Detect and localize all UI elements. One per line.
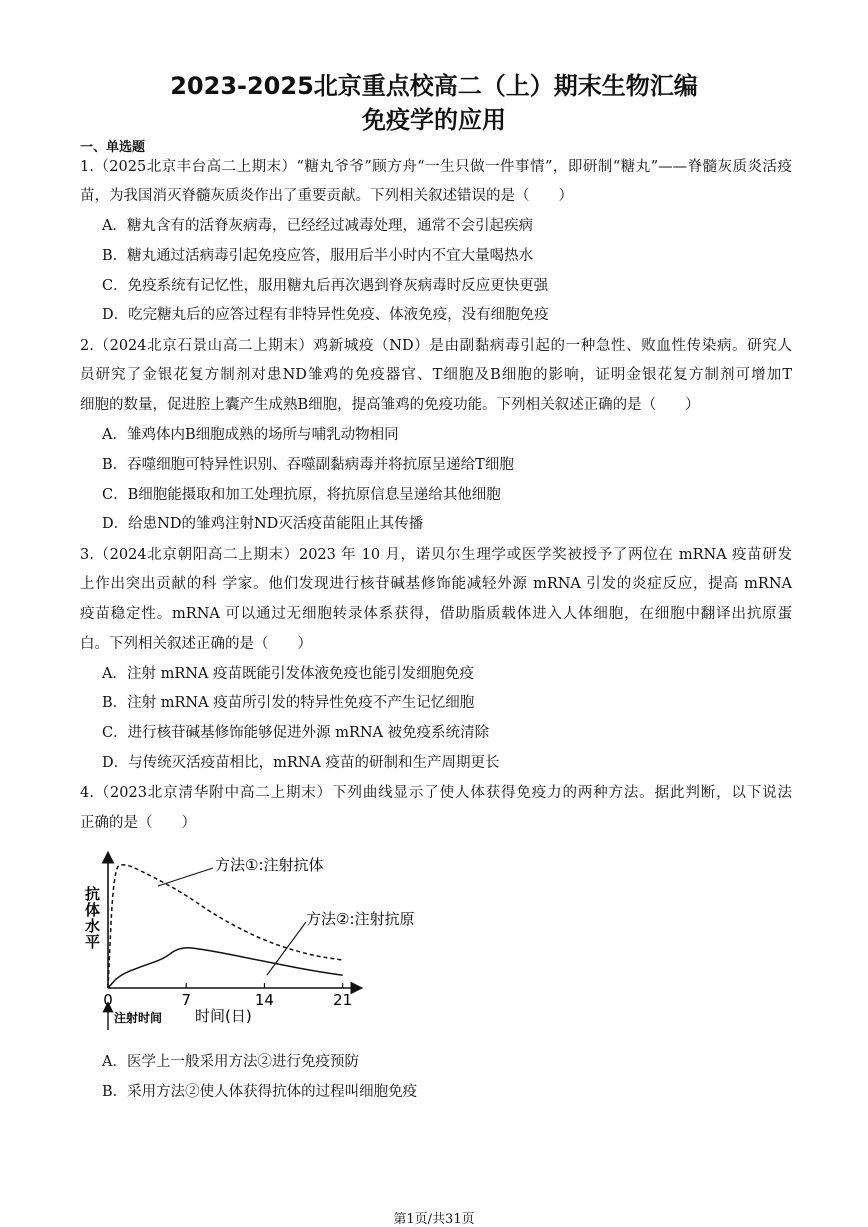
- question-2-option-d: D．给患ND的雏鸡注射ND灭活疫苗能阻止其传播: [102, 516, 424, 532]
- x-tick-label: 7: [181, 991, 191, 1009]
- series-1-label: 方法①:注射抗体: [215, 856, 324, 874]
- question-3-line-2: 上作出突出贡献的科 学家。他们发现进行核苷碱基修饰能减轻外源 mRNA 引发的炎症反应，提高 mRNA: [80, 576, 792, 592]
- question-2-line-1: 2.（2024北京石景山高二上期末）鸡新城疫（ND）是由副黏病毒引起的一种急性、败血性传染病。研究人: [80, 338, 792, 354]
- question-1-option-d: D．吃完糖丸后的应答过程有非特异性免疫、体液免疫，没有细胞免疫: [102, 307, 549, 323]
- antibody-level-chart: [80, 846, 415, 1036]
- section-heading: 一、单选题: [80, 140, 146, 155]
- question-3-option-c: C．进行核苷碱基修饰能够促进外源 mRNA 被免疫系统清除: [102, 725, 490, 741]
- question-2-option-c: C．B细胞能摄取和加工处理抗原，将抗原信息呈递给其他细胞: [102, 487, 501, 503]
- question-1-option-c: C．免疫系统有记忆性，服用糖丸后再次遇到脊灰病毒时反应更快更强: [102, 278, 549, 294]
- y-axis-label: 抗体水平: [83, 886, 101, 950]
- question-4-line-2: 正确的是（ ）: [80, 815, 196, 831]
- question-3-line-4: 白。下列相关叙述正确的是（ ）: [80, 636, 312, 652]
- question-2-line-2: 员研究了金银花复方制剂对患ND雏鸡的免疫器官、T细胞及B细胞的影响，证明金银花复方制剂可增加T: [80, 367, 792, 383]
- question-1-option-a: A．糖丸含有的活脊灰病毒，已经经过减毒处理，通常不会引起疾病: [102, 218, 533, 234]
- question-4-option-b: B．采用方法②使人体获得抗体的过程叫细胞免疫: [102, 1084, 418, 1100]
- x-tick-label: 21: [333, 991, 353, 1009]
- question-3-option-b: B．注射 mRNA 疫苗所引发的特异性免疫不产生记忆细胞: [102, 695, 475, 711]
- question-2-line-3: 细胞的数量，促进腔上囊产生成熟B细胞，提高雏鸡的免疫功能。下列相关叙述正确的是（ ）: [80, 397, 700, 413]
- document-title: 2023-2025北京重点校高二（上）期末生物汇编: [170, 72, 698, 100]
- question-4-option-a: A．医学上一般采用方法②进行免疫预防: [102, 1054, 359, 1070]
- question-2-option-a: A．雏鸡体内B细胞成熟的场所与哺乳动物相同: [102, 427, 399, 443]
- question-1-option-b: B．糖丸通过活病毒引起免疫应答，服用后半小时内不宜大量喝热水: [102, 248, 534, 264]
- question-4-line-1: 4.（2023北京清华附中高二上期末）下列曲线显示了使人体获得免疫力的两种方法。据此判断，以下说法: [80, 785, 792, 801]
- document-subtitle: 免疫学的应用: [362, 106, 506, 134]
- series-2-line: [108, 948, 343, 988]
- page-footer: 第1页/共31页: [393, 1212, 475, 1227]
- injection-time-label: 注射时间: [114, 1011, 163, 1025]
- question-2-option-b: B．吞噬细胞可特异性识别、吞噬副黏病毒并将抗原呈递给T细胞: [102, 457, 514, 473]
- x-axis-label: 时间(日): [195, 1007, 252, 1025]
- series-2-label: 方法②:注射抗原: [306, 910, 415, 928]
- question-1-line-1: 1.（2025北京丰台高二上期末）“糖丸爷爷”顾方舟“一生只做一件事情”，即研制“糖丸”——脊髓灰质炎活疫: [80, 159, 792, 175]
- question-3-option-a: A．注射 mRNA 疫苗既能引发体液免疫也能引发细胞免疫: [102, 666, 475, 682]
- question-1-line-2: 苗，为我国消灭脊髓灰质炎作出了重要贡献。下列相关叙述错误的是（ ）: [80, 188, 573, 204]
- x-tick-label: 14: [254, 991, 274, 1009]
- question-3-option-d: D．与传统灭活疫苗相比，mRNA 疫苗的研制和生产周期更长: [102, 755, 500, 771]
- series-1-leader: [158, 868, 213, 886]
- question-3-line-3: 疫苗稳定性。mRNA 可以通过无细胞转录体系获得，借助脂质载体进入人体细胞，在细胞中翻译出抗原蛋: [80, 606, 792, 622]
- question-3-line-1: 3.（2024北京朝阳高二上期末）2023 年 10 月，诺贝尔生理学或医学奖被授予了两位在 mRNA 疫苗研发: [80, 547, 792, 563]
- series-2-leader: [267, 922, 306, 975]
- x-tick-label: 0: [103, 991, 113, 1009]
